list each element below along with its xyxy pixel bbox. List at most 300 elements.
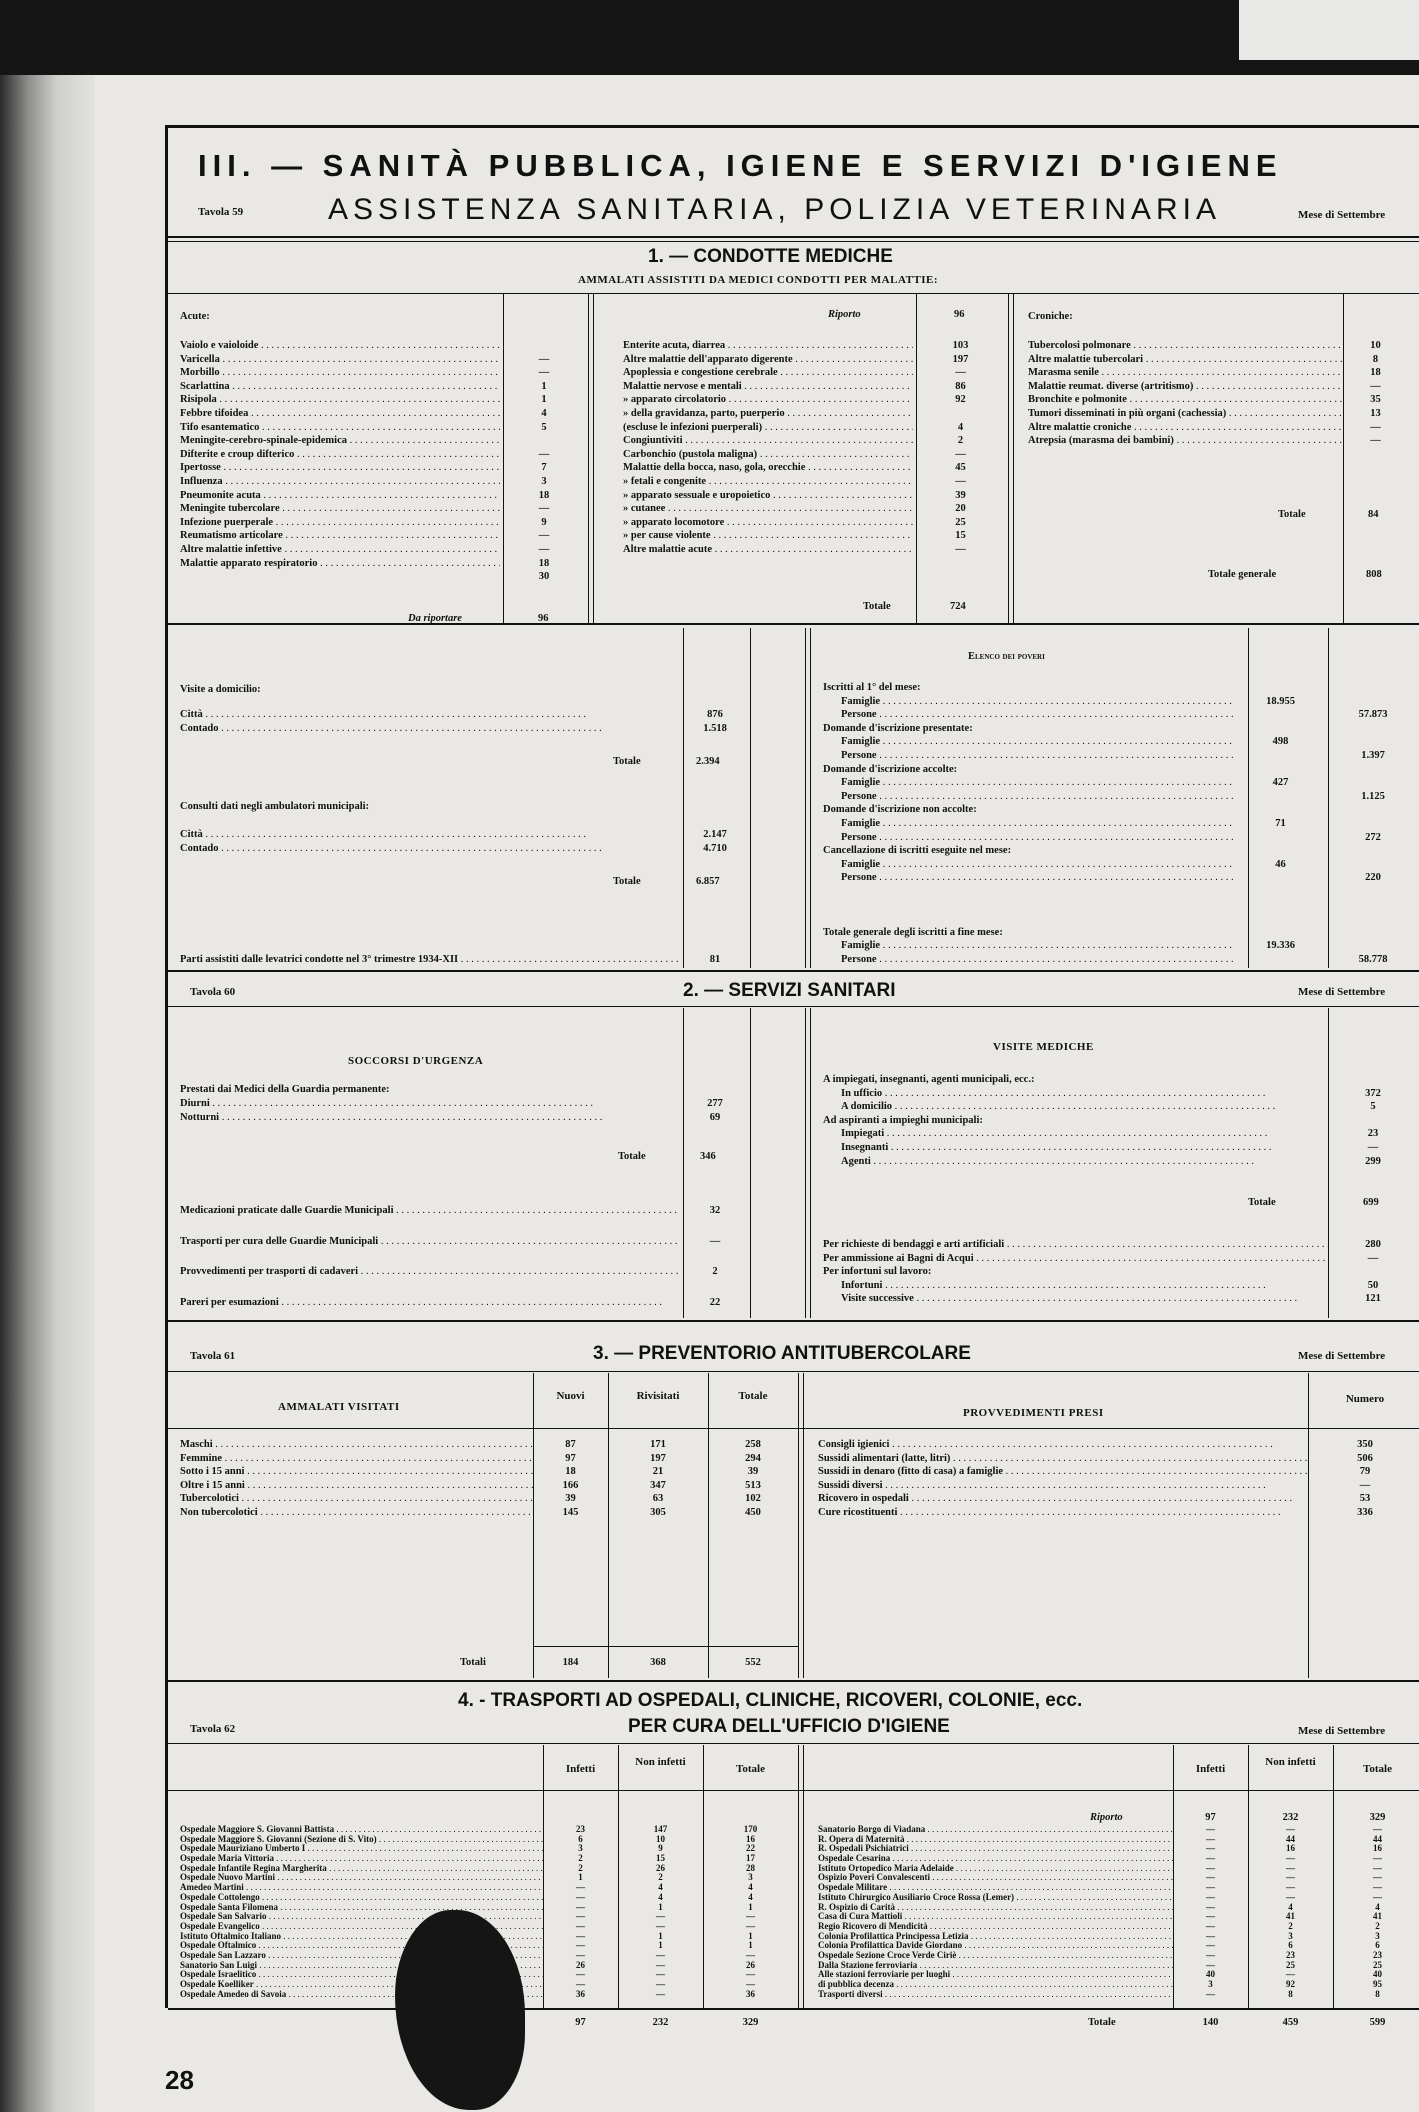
col-numero: Numero: [1345, 1393, 1385, 1405]
trasporti-right-row-value: 2: [1288, 1920, 1293, 1931]
trasporti-right-row: [818, 1951, 1419, 1961]
provvedimenti-row-label: Ricovero in ospedali . . .: [818, 1492, 1308, 1506]
acute-row-label: [180, 570, 500, 584]
poveri-row: [823, 749, 1418, 763]
ammalati-row-value: 39: [747, 1466, 759, 1478]
ammalati-row-label: Oltre i 15 anni . . .: [180, 1479, 533, 1493]
mid-row-label: Malattie nervose e mentali . . .: [623, 380, 913, 394]
trasporti-left-row-value: —: [576, 1969, 585, 1980]
trasporti-right-row-value: —: [1206, 1862, 1215, 1873]
trasporti-left-row-value: 1: [578, 1872, 583, 1883]
acute-row-label: Vaiolo e vaioloide . . .: [180, 339, 500, 353]
acute-row-label: Febbre tifoidea . . .: [180, 407, 500, 421]
acute-row-value: 9: [541, 516, 547, 528]
trasporti-right-row-value: 44: [1286, 1833, 1295, 1844]
mid-row: [623, 516, 1008, 530]
mid-row-value: 20: [955, 503, 966, 515]
trasporti-left-row-label: Istituto Oftalmico Italiano . . .: [180, 1932, 543, 1942]
trasporti-right-row-value: 16: [1286, 1843, 1295, 1854]
trasporti-right-row-label: Colonia Profilattica Davide Giordano . . .: [818, 1941, 1173, 1951]
mid-row: [623, 461, 1008, 475]
trasporti-left-row-label: Ospedale Evangelico . . .: [180, 1922, 543, 1932]
trasporti-right-row: [818, 1970, 1419, 1980]
trasporti-right-row: [818, 1961, 1419, 1971]
trasporti-right-row-value: 8: [1375, 1988, 1380, 1999]
poveri-row: [823, 695, 1418, 709]
acute-row-label: Morbillo . . .: [180, 366, 500, 380]
page-number: 28: [165, 2065, 194, 2095]
trasporti-left-row-value: 23: [576, 1824, 585, 1834]
acute-row-label: Scarlattina . . .: [180, 380, 500, 394]
trasporti-right-row: [818, 1864, 1419, 1874]
trasporti-left-row-label: Ospedale Maria Vittoria . . .: [180, 1854, 543, 1864]
visite-total-label: Totale: [613, 756, 641, 767]
commissione-value: —: [1367, 1252, 1379, 1264]
riporto-non-infetti: 232: [1282, 1812, 1299, 1823]
soccorsi-total-value: 346: [700, 1151, 716, 1162]
col-rivisitati: Rivisitati: [636, 1390, 680, 1402]
poveri-row: [823, 871, 1418, 885]
trasporti-right-row-value: 92: [1286, 1979, 1295, 1989]
poveri-row: [823, 776, 1418, 790]
acute-row: [180, 502, 588, 516]
s3-total-rivisitati: 368: [650, 1657, 666, 1668]
acute-row-label: Meningite-cerebro-spinale-epidemica . . .: [180, 434, 500, 448]
trasporti-left-row-value: —: [576, 1911, 585, 1922]
trasporti-left-row-label: Sanatorio San Luigi . . .: [180, 1961, 543, 1971]
book-spine-shadow: [0, 75, 95, 2112]
trasporti-right-row: [818, 1990, 1419, 2000]
poveri-heading: Domande d'iscrizione presentate:: [823, 722, 973, 734]
servizi-extra-row: [180, 1235, 750, 1249]
consulti-total-value: 6.857: [696, 876, 720, 887]
agenti-value: 299: [1365, 1155, 1381, 1167]
poveri-famiglie-value: [1233, 749, 1328, 763]
mid-row-value: 39: [955, 489, 966, 501]
acute-row: [180, 353, 588, 367]
provvedimenti-title: PROVVEDIMENTI PRESI: [963, 1407, 1104, 1419]
trasporti-left-row-value: 4: [748, 1882, 753, 1893]
mid-row: [623, 502, 1008, 516]
acute-row-label: Meningite tubercolare . . .: [180, 502, 500, 516]
trasporti-left-row-label: Ospedale Koelliker . . .: [180, 1980, 543, 1990]
ammalati-row: [180, 1479, 798, 1493]
trasporti-left-row-value: —: [576, 1940, 585, 1951]
mid-row-value: —: [955, 367, 966, 379]
chronic-row: [1028, 434, 1408, 448]
provvedimenti-row-value: 53: [1359, 1493, 1371, 1505]
infortuni-label: Infortuni . . .: [823, 1279, 1328, 1293]
da-riportare-value: 96: [538, 613, 549, 624]
chronic-row-value: 18: [1370, 367, 1381, 379]
rule: [168, 1006, 1419, 1007]
scanner-corner: [1239, 0, 1419, 60]
trasporti-right-row-value: 23: [1373, 1949, 1382, 1960]
contado2-value: 4.710: [703, 842, 727, 854]
acute-row: [180, 570, 588, 584]
trasporti-right-row-value: 41: [1373, 1911, 1382, 1922]
poveri-fine-label: Totale generale degli iscritti a fine mese:: [823, 927, 1003, 938]
trasporti-right-row-value: 25: [1286, 1959, 1295, 1970]
acute-row-value: 1: [541, 394, 547, 406]
trasporti-right-row-value: —: [1206, 1959, 1215, 1970]
trasporti-left-row-label: Ospedale Infantile Regina Margherita . . .: [180, 1864, 543, 1874]
s3-total-row: [533, 1656, 798, 1670]
trasporti-right-row: [818, 1854, 1419, 1864]
col-divider: [810, 1008, 811, 1318]
richieste-label: Per richieste di bendaggi e arti artificiali . . .: [823, 1238, 1328, 1252]
acute-list: [180, 339, 588, 584]
section-1-title: 1. — CONDOTTE MEDICHE: [648, 246, 893, 267]
trasporti-left-row: [180, 1835, 798, 1845]
chronic-row: [1028, 353, 1408, 367]
col-divider: [708, 1373, 709, 1678]
mid-row-label: Apoplessia e congestione cerebrale . . .: [623, 366, 913, 380]
trasporti-left-row: [180, 1854, 798, 1864]
trasporti-right-row: [818, 1893, 1419, 1903]
trasporti-right-row-label: di pubblica decenza . . .: [818, 1980, 1173, 1990]
trasporti-left-row-value: —: [656, 1969, 665, 1980]
servizi-extra-row: [180, 1265, 750, 1279]
trasporti-left-row-value: —: [746, 1949, 755, 1960]
fine-famiglie-label: Famiglie . . .: [823, 939, 1233, 953]
ammalati-row: [180, 1438, 798, 1452]
section-2-title: 2. — SERVIZI SANITARI: [683, 980, 896, 1001]
trasporti-left-row-value: —: [746, 1920, 755, 1931]
left-total-infetti: 97: [575, 2017, 586, 2028]
servizi-extra-row-value: 2: [712, 1266, 718, 1278]
acute-row: [180, 475, 588, 489]
mid-row: [623, 366, 1008, 380]
rule: [168, 970, 1419, 972]
poveri-list: [823, 681, 1418, 885]
poveri-persone-value: 272: [1365, 831, 1381, 843]
acute-row: [180, 366, 588, 380]
provvedimenti-row-value: —: [1359, 1479, 1371, 1491]
poveri-row-label: Persone . . .: [823, 708, 1233, 722]
trasporti-left-row-value: 6: [578, 1833, 583, 1844]
ammalati-row-value: 63: [652, 1493, 664, 1505]
trasporti-right-row-value: 4: [1288, 1901, 1293, 1912]
acute-row-value: —: [538, 543, 550, 555]
mid-row: [623, 529, 1008, 543]
trasporti-right-row-value: 4: [1375, 1901, 1380, 1912]
acute-row: [180, 461, 588, 475]
trasporti-right-row-label: Ospedale Militare . . .: [818, 1883, 1173, 1893]
successive-value: 121: [1365, 1293, 1381, 1305]
rule: [168, 293, 1419, 294]
trasporti-right-row-value: 2: [1375, 1920, 1380, 1931]
chronic-row: [1028, 339, 1408, 353]
trasporti-right-row-label: R. Ospizio di Carità . . .: [818, 1903, 1173, 1913]
mid-row-value: 15: [955, 530, 966, 542]
poveri-row-label: Persone . . .: [823, 749, 1233, 763]
trasporti-right-row-value: —: [1206, 1882, 1215, 1893]
visite-mediche-title: VISITE MEDICHE: [993, 1041, 1094, 1053]
provvedimenti-row: [818, 1492, 1419, 1506]
riporto-totale: 329: [1369, 1812, 1386, 1823]
trasporti-right-row: [818, 1912, 1419, 1922]
ammalati-row: [180, 1506, 798, 1520]
a-domicilio-value: 5: [1370, 1101, 1376, 1113]
ammalati-row-value: 305: [650, 1506, 666, 1518]
acute-row: [180, 529, 588, 543]
col-divider: [533, 1373, 534, 1678]
ammalati-row-value: 39: [565, 1493, 576, 1505]
mid-row-label: » apparato locomotore . . .: [623, 516, 913, 530]
richieste-value: 280: [1365, 1239, 1381, 1250]
chronic-row-label: Atrepsia (marasma dei bambini) . . .: [1028, 434, 1343, 448]
poveri-row-label: Persone . . .: [823, 790, 1233, 804]
trasporti-left-row-label: Ospedale Mauriziano Umberto I . . .: [180, 1844, 543, 1854]
chronic-row-value: —: [1370, 421, 1381, 433]
servizi-extra-row-label: Pareri per esumazioni . . .: [180, 1296, 680, 1310]
poveri-heading: Cancellazione di iscritti eseguite nel mese:: [823, 845, 1012, 857]
trasporti-left-row-value: —: [656, 1988, 665, 1999]
poveri-persone-value: [1328, 735, 1418, 749]
rule: [533, 1646, 798, 1647]
ammalati-row-value: 347: [650, 1479, 666, 1491]
chronic-row-value: 35: [1370, 394, 1381, 406]
provvedimenti-row-value: 336: [1357, 1506, 1373, 1518]
rule: [168, 623, 1419, 625]
ammalati-row-value: 18: [565, 1466, 576, 1478]
trasporti-right-row-value: —: [1373, 1853, 1382, 1864]
tavola-label: Tavola 59: [198, 206, 244, 218]
trasporti-right-row: [818, 1873, 1419, 1883]
insegnanti-value: —: [1367, 1141, 1379, 1153]
notturni-value: 69: [709, 1111, 721, 1123]
mid-total-value: 724: [950, 601, 966, 612]
trasporti-left-row-label: Ospedale San Salvario . . .: [180, 1912, 543, 1922]
trasporti-right-row-value: 41: [1286, 1911, 1295, 1922]
servizi-extra-row-value: 22: [709, 1296, 721, 1308]
citta-value: 876: [707, 709, 723, 720]
trasporti-right-row-value: 3: [1288, 1930, 1293, 1941]
trasporti-right-row-value: 8: [1288, 1988, 1293, 1999]
chronic-row-value: 8: [1372, 353, 1379, 365]
month-label-2: Mese di Settembre: [1298, 986, 1386, 998]
mid-row-label: » apparato circolatorio . . .: [623, 393, 913, 407]
ammalati-row-label: Maschi . . .: [180, 1438, 533, 1452]
trasporti-left-row-value: 1: [748, 1901, 753, 1912]
mid-row-value: 45: [955, 462, 966, 474]
acute-row-value: —: [538, 367, 550, 379]
trasporti-left-row-value: 36: [576, 1988, 585, 1999]
provvedimenti-row: [818, 1506, 1419, 1520]
contado-label: Contado . . .: [180, 722, 680, 736]
trasporti-left-row-value: 1: [658, 1901, 663, 1912]
rule: [168, 1743, 1419, 1744]
trasporti-left-row-value: 9: [658, 1843, 663, 1854]
citta2-value: 2.147: [703, 829, 727, 840]
tavola-61: Tavola 61: [190, 1350, 236, 1362]
tavola-60: Tavola 60: [190, 986, 236, 998]
mid-row-label: Altre malattie dell'apparato digerente . . .: [623, 353, 913, 367]
trasporti-left-row: [180, 1864, 798, 1874]
acute-row-value: —: [538, 503, 550, 515]
rule: [168, 1790, 1419, 1791]
ammalati-row-value: 450: [745, 1506, 761, 1518]
consulti-heading: Consulti dati negli ambulatori municipali:: [180, 801, 370, 812]
ammalati-row-value: 145: [562, 1506, 579, 1518]
contado2-label: Contado . . .: [180, 842, 680, 856]
trasporti-left-row-value: —: [656, 1979, 665, 1989]
parti-label: Parti assistiti dalle levatrici condotte nel 3° trimestre 1934-XII . . .: [180, 953, 680, 967]
fine-persone-value: 58.778: [1358, 953, 1388, 965]
fine-persone-label: Persone . . .: [823, 953, 1233, 967]
chronic-row: [1028, 366, 1408, 380]
col-divider: [1308, 1373, 1309, 1678]
trasporti-left-row-value: —: [576, 1882, 585, 1893]
acute-row-label: Ipertosse . . .: [180, 461, 500, 475]
mid-row-value: —: [955, 448, 966, 460]
poveri-persone-value: 1.397: [1361, 749, 1385, 761]
acute-row: [180, 557, 588, 571]
provvedimenti-row-value: 506: [1357, 1452, 1373, 1464]
trasporti-right-row-value: 16: [1373, 1843, 1382, 1854]
total-non-infetti: 459: [1282, 2017, 1299, 2028]
col-divider: [798, 1373, 799, 1678]
rule: [168, 2008, 1419, 2010]
provvedimenti-row-label: Sussidi in denaro (fitto di casa) a famiglie . . .: [818, 1465, 1308, 1479]
poveri-famiglie-value: 18.955: [1266, 695, 1295, 707]
acute-row-label: Difterite e croup difterico . . .: [180, 448, 500, 462]
trasporti-left-row-value: 1: [748, 1940, 753, 1951]
acute-row-label: Varicella . . .: [180, 353, 500, 367]
acute-row-label: Malattie apparato respiratorio . . .: [180, 557, 500, 571]
visite-domicilio-heading: Visite a domicilio:: [180, 684, 261, 695]
chronic-row-label: Tubercolosi polmonare . . .: [1028, 339, 1343, 353]
mid-row-value: 86: [955, 380, 966, 392]
mid-row-label: Altre malattie acute . . .: [623, 543, 913, 557]
ammalati-row-value: 294: [745, 1452, 761, 1464]
trasporti-right-row-value: 6: [1288, 1940, 1293, 1951]
mid-row-value: 197: [952, 353, 969, 365]
trasporti-right-row-value: —: [1373, 1882, 1382, 1893]
trasporti-right-row-value: 40: [1206, 1969, 1215, 1980]
in-ufficio-label: In ufficio . . .: [823, 1087, 1328, 1101]
poveri-persone-value: 1.125: [1361, 790, 1385, 802]
mid-row: [623, 353, 1008, 367]
poveri-row: [823, 790, 1418, 804]
riporto-label: Riporto: [828, 309, 861, 320]
mid-row: [623, 489, 1008, 503]
poveri-row-label: Famiglie . . .: [823, 776, 1233, 790]
mid-disease-list: [623, 339, 1008, 557]
provvedimenti-row-label: Cure ricostituenti . . .: [818, 1506, 1308, 1520]
trasporti-left-row-value: 10: [656, 1833, 665, 1844]
acute-row-value: 1: [541, 380, 547, 392]
section-4-title: 4. - TRASPORTI AD OSPEDALI, CLINICHE, RICOVERI, COLONIE, ecc.: [458, 1690, 1083, 1711]
prestati-heading: Prestati dai Medici della Guardia permanente:: [180, 1084, 390, 1095]
mid-row: [623, 339, 1008, 353]
trasporti-right-row-value: —: [1286, 1862, 1295, 1873]
col-totale-4r: Totale: [1363, 1763, 1392, 1775]
trasporti-right-row-label: Colonia Profilattica Principessa Letizia . . .: [818, 1932, 1173, 1942]
trasporti-right-row-value: —: [1206, 1853, 1215, 1864]
mid-row-label: » per cause violente . . .: [623, 529, 913, 543]
ammalati-row: [180, 1452, 798, 1466]
citta2-label: Città . . .: [180, 828, 680, 842]
chronic-heading: Croniche:: [1028, 311, 1073, 322]
acute-row-label: Infezione puerperale . . .: [180, 516, 500, 530]
mid-row-label: (escluse le infezioni puerperali) . . .: [623, 421, 913, 435]
col-divider: [588, 293, 589, 623]
trasporti-left-row-value: 1: [748, 1930, 753, 1941]
trasporti-right-row-label: Sanatorio Borgo di Viadana . . .: [818, 1825, 1173, 1835]
provvedimenti-row: [818, 1465, 1419, 1479]
trasporti-left-row-value: 22: [746, 1843, 755, 1854]
acute-row-label: Risipola . . .: [180, 393, 500, 407]
poveri-row-label: Famiglie . . .: [823, 858, 1233, 872]
trasporti-left-row-value: 36: [746, 1988, 755, 1999]
mid-row-label: Congiuntiviti . . .: [623, 434, 913, 448]
visite-total-value-2: 699: [1363, 1197, 1379, 1208]
servizi-extra-row-label: Trasporti per cura delle Guardie Municipali . . .: [180, 1235, 680, 1249]
trasporti-left-row-value: 170: [743, 1824, 758, 1834]
acute-row-value: 18: [538, 557, 550, 569]
rule: [168, 1320, 1419, 1322]
trasporti-right-row-value: —: [1286, 1872, 1295, 1883]
acute-row-label: Altre malattie infettive . . .: [180, 543, 500, 557]
poveri-row: [823, 858, 1418, 872]
poveri-heading: Domande d'iscrizione accolte:: [823, 763, 958, 775]
visite-domicilio-rows: [180, 708, 750, 735]
visite-total-value: 2.394: [696, 756, 720, 767]
ammalati-row-value: 87: [565, 1439, 576, 1450]
col-divider: [805, 628, 806, 968]
fine-famiglie-value: 19.336: [1266, 940, 1295, 951]
ammalati-row-label: Sotto i 15 anni . . .: [180, 1465, 533, 1479]
trasporti-right-row-value: —: [1286, 1969, 1295, 1980]
page-title: III. — SANITÀ PUBBLICA, IGIENE E SERVIZI D'IGIENE: [198, 148, 1283, 183]
trasporti-left-row-value: —: [746, 1969, 755, 1980]
trasporti-right-row-label: Ospizio Poveri Convalescenti . . .: [818, 1873, 1173, 1883]
ammalati-row-value: 197: [650, 1452, 666, 1464]
trasporti-left-row-value: —: [576, 1920, 585, 1931]
poveri-persone-value: [1328, 776, 1418, 790]
trasporti-right-row-value: —: [1206, 1833, 1215, 1844]
mid-row-label: Enterite acuta, diarrea . . .: [623, 339, 913, 353]
notturni-label: Notturni . . .: [180, 1111, 680, 1125]
servizi-extra-row-value: 32: [709, 1205, 721, 1216]
poveri-persone-value: 220: [1365, 872, 1381, 884]
visite-total-label-2: Totale: [1248, 1197, 1276, 1208]
acute-row-label: Reumatismo articolare . . .: [180, 529, 500, 543]
consulti-rows: [180, 828, 750, 855]
poveri-row: [823, 817, 1418, 831]
servizi-extra-row: [180, 1204, 750, 1218]
month-label-4: Mese di Settembre: [1298, 1725, 1386, 1737]
mid-total-label: Totale: [863, 601, 891, 612]
report-page: [165, 125, 1419, 2028]
poveri-title: Elenco dei poveri: [968, 651, 1045, 662]
trasporti-right-row-label: R. Ospedali Psichiatrici . . .: [818, 1844, 1173, 1854]
trasporti-left-row-value: —: [576, 1901, 585, 1912]
acute-row-value: 7: [541, 462, 547, 474]
s4-total-row: [1173, 2016, 1419, 2030]
ammalati-row-label: Tubercolotici . . .: [180, 1492, 533, 1506]
col-divider: [750, 628, 751, 968]
trasporti-right-row-value: —: [1206, 1872, 1215, 1883]
trasporti-left-row-label: Ospedale Nuovo Martini . . .: [180, 1873, 543, 1883]
poveri-famiglie-value: [1233, 790, 1328, 804]
acute-heading: Acute:: [180, 311, 210, 322]
poveri-persone-value: [1328, 817, 1418, 831]
trasporti-left-row-value: 2: [578, 1862, 583, 1873]
trasporti-right-row-label: Ospedale Sezione Croce Verde Ciriè . . .: [818, 1951, 1173, 1961]
